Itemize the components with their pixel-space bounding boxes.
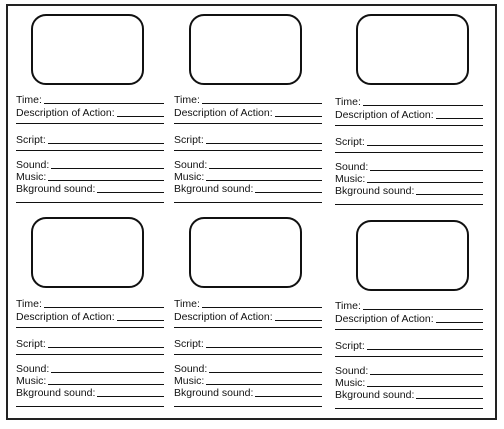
description-field-label: Description of Action:	[174, 107, 273, 119]
music-field-label: Music:	[16, 171, 47, 183]
music-field[interactable]	[16, 375, 164, 387]
time-field-label: Time:	[174, 94, 200, 106]
background-sound-line	[335, 408, 483, 409]
description-line	[174, 327, 322, 328]
description-line	[16, 327, 164, 328]
time-field[interactable]	[16, 298, 164, 310]
time-field-blank[interactable]	[44, 307, 164, 308]
description-field-label: Description of Action:	[174, 311, 273, 323]
time-field-label: Time:	[16, 298, 42, 310]
script-line	[174, 354, 322, 355]
script-field-blank[interactable]	[206, 347, 322, 348]
storyboard-panel	[16, 0, 164, 429]
script-field[interactable]	[174, 338, 322, 350]
time-field-label: Time:	[174, 298, 200, 310]
description-line	[335, 329, 483, 330]
background-sound-field-label: Bkground sound:	[174, 387, 254, 399]
description-field-label: Description of Action:	[335, 109, 434, 121]
sound-field-label: Sound:	[335, 365, 369, 377]
background-sound-field[interactable]	[16, 387, 164, 399]
music-field[interactable]	[174, 375, 322, 387]
sketch-frame	[189, 217, 302, 288]
sound-field-label: Sound:	[335, 161, 369, 173]
sound-field-blank[interactable]	[209, 372, 322, 373]
script-field-label: Script:	[335, 340, 365, 352]
background-sound-field-blank[interactable]	[255, 396, 322, 397]
script-field-label: Script:	[174, 134, 204, 146]
script-field-label: Script:	[174, 338, 204, 350]
script-field-blank[interactable]	[48, 347, 164, 348]
description-field-label: Description of Action:	[335, 313, 434, 325]
background-sound-line	[174, 406, 322, 407]
time-field[interactable]	[335, 300, 483, 312]
background-sound-line	[16, 406, 164, 407]
background-sound-field-blank[interactable]	[97, 396, 164, 397]
sound-field[interactable]	[174, 363, 322, 375]
script-field-label: Script:	[16, 338, 46, 350]
sketch-frame	[31, 217, 144, 288]
background-sound-field-label: Bkground sound:	[174, 183, 254, 195]
background-sound-field-label: Bkground sound:	[335, 185, 415, 197]
time-field-blank[interactable]	[202, 307, 322, 308]
music-field[interactable]	[335, 377, 483, 389]
music-field-blank[interactable]	[206, 384, 322, 385]
script-field-label: Script:	[16, 134, 46, 146]
music-field-blank[interactable]	[367, 386, 483, 387]
time-field-blank[interactable]	[363, 309, 483, 310]
description-field[interactable]	[16, 311, 164, 323]
script-field[interactable]	[335, 340, 483, 352]
description-field-blank[interactable]	[275, 320, 322, 321]
script-field[interactable]	[16, 338, 164, 350]
sound-field-blank[interactable]	[370, 374, 483, 375]
description-field[interactable]	[174, 311, 322, 323]
music-field-label: Music:	[335, 377, 366, 389]
sound-field[interactable]	[16, 363, 164, 375]
music-field-blank[interactable]	[48, 384, 164, 385]
description-field[interactable]	[335, 313, 483, 325]
sound-field-label: Sound:	[174, 159, 208, 171]
script-field-label: Script:	[335, 136, 365, 148]
background-sound-field-label: Bkground sound:	[16, 183, 96, 195]
description-field-blank[interactable]	[117, 320, 164, 321]
music-field-label: Music:	[174, 375, 205, 387]
music-field-label: Music:	[174, 171, 205, 183]
script-line	[335, 356, 483, 357]
storyboard-panel	[174, 0, 322, 429]
description-field-blank[interactable]	[436, 322, 483, 323]
music-field-label: Music:	[16, 375, 47, 387]
description-field-label: Description of Action:	[16, 311, 115, 323]
description-field-label: Description of Action:	[16, 107, 115, 119]
sound-field-label: Sound:	[16, 363, 50, 375]
script-field-blank[interactable]	[367, 349, 483, 350]
background-sound-field-blank[interactable]	[416, 398, 483, 399]
sketch-frame	[356, 220, 469, 291]
sound-field-blank[interactable]	[51, 372, 164, 373]
time-field[interactable]	[174, 298, 322, 310]
music-field-label: Music:	[335, 173, 366, 185]
script-line	[16, 354, 164, 355]
sound-field-label: Sound:	[16, 159, 50, 171]
background-sound-field-label: Bkground sound:	[335, 389, 415, 401]
time-field-label: Time:	[335, 96, 361, 108]
time-field-label: Time:	[16, 94, 42, 106]
background-sound-field[interactable]	[335, 389, 483, 401]
sound-field[interactable]	[335, 365, 483, 377]
background-sound-field[interactable]	[174, 387, 322, 399]
background-sound-field-label: Bkground sound:	[16, 387, 96, 399]
sound-field-label: Sound:	[174, 363, 208, 375]
time-field-label: Time:	[335, 300, 361, 312]
storyboard-panel	[335, 0, 483, 429]
